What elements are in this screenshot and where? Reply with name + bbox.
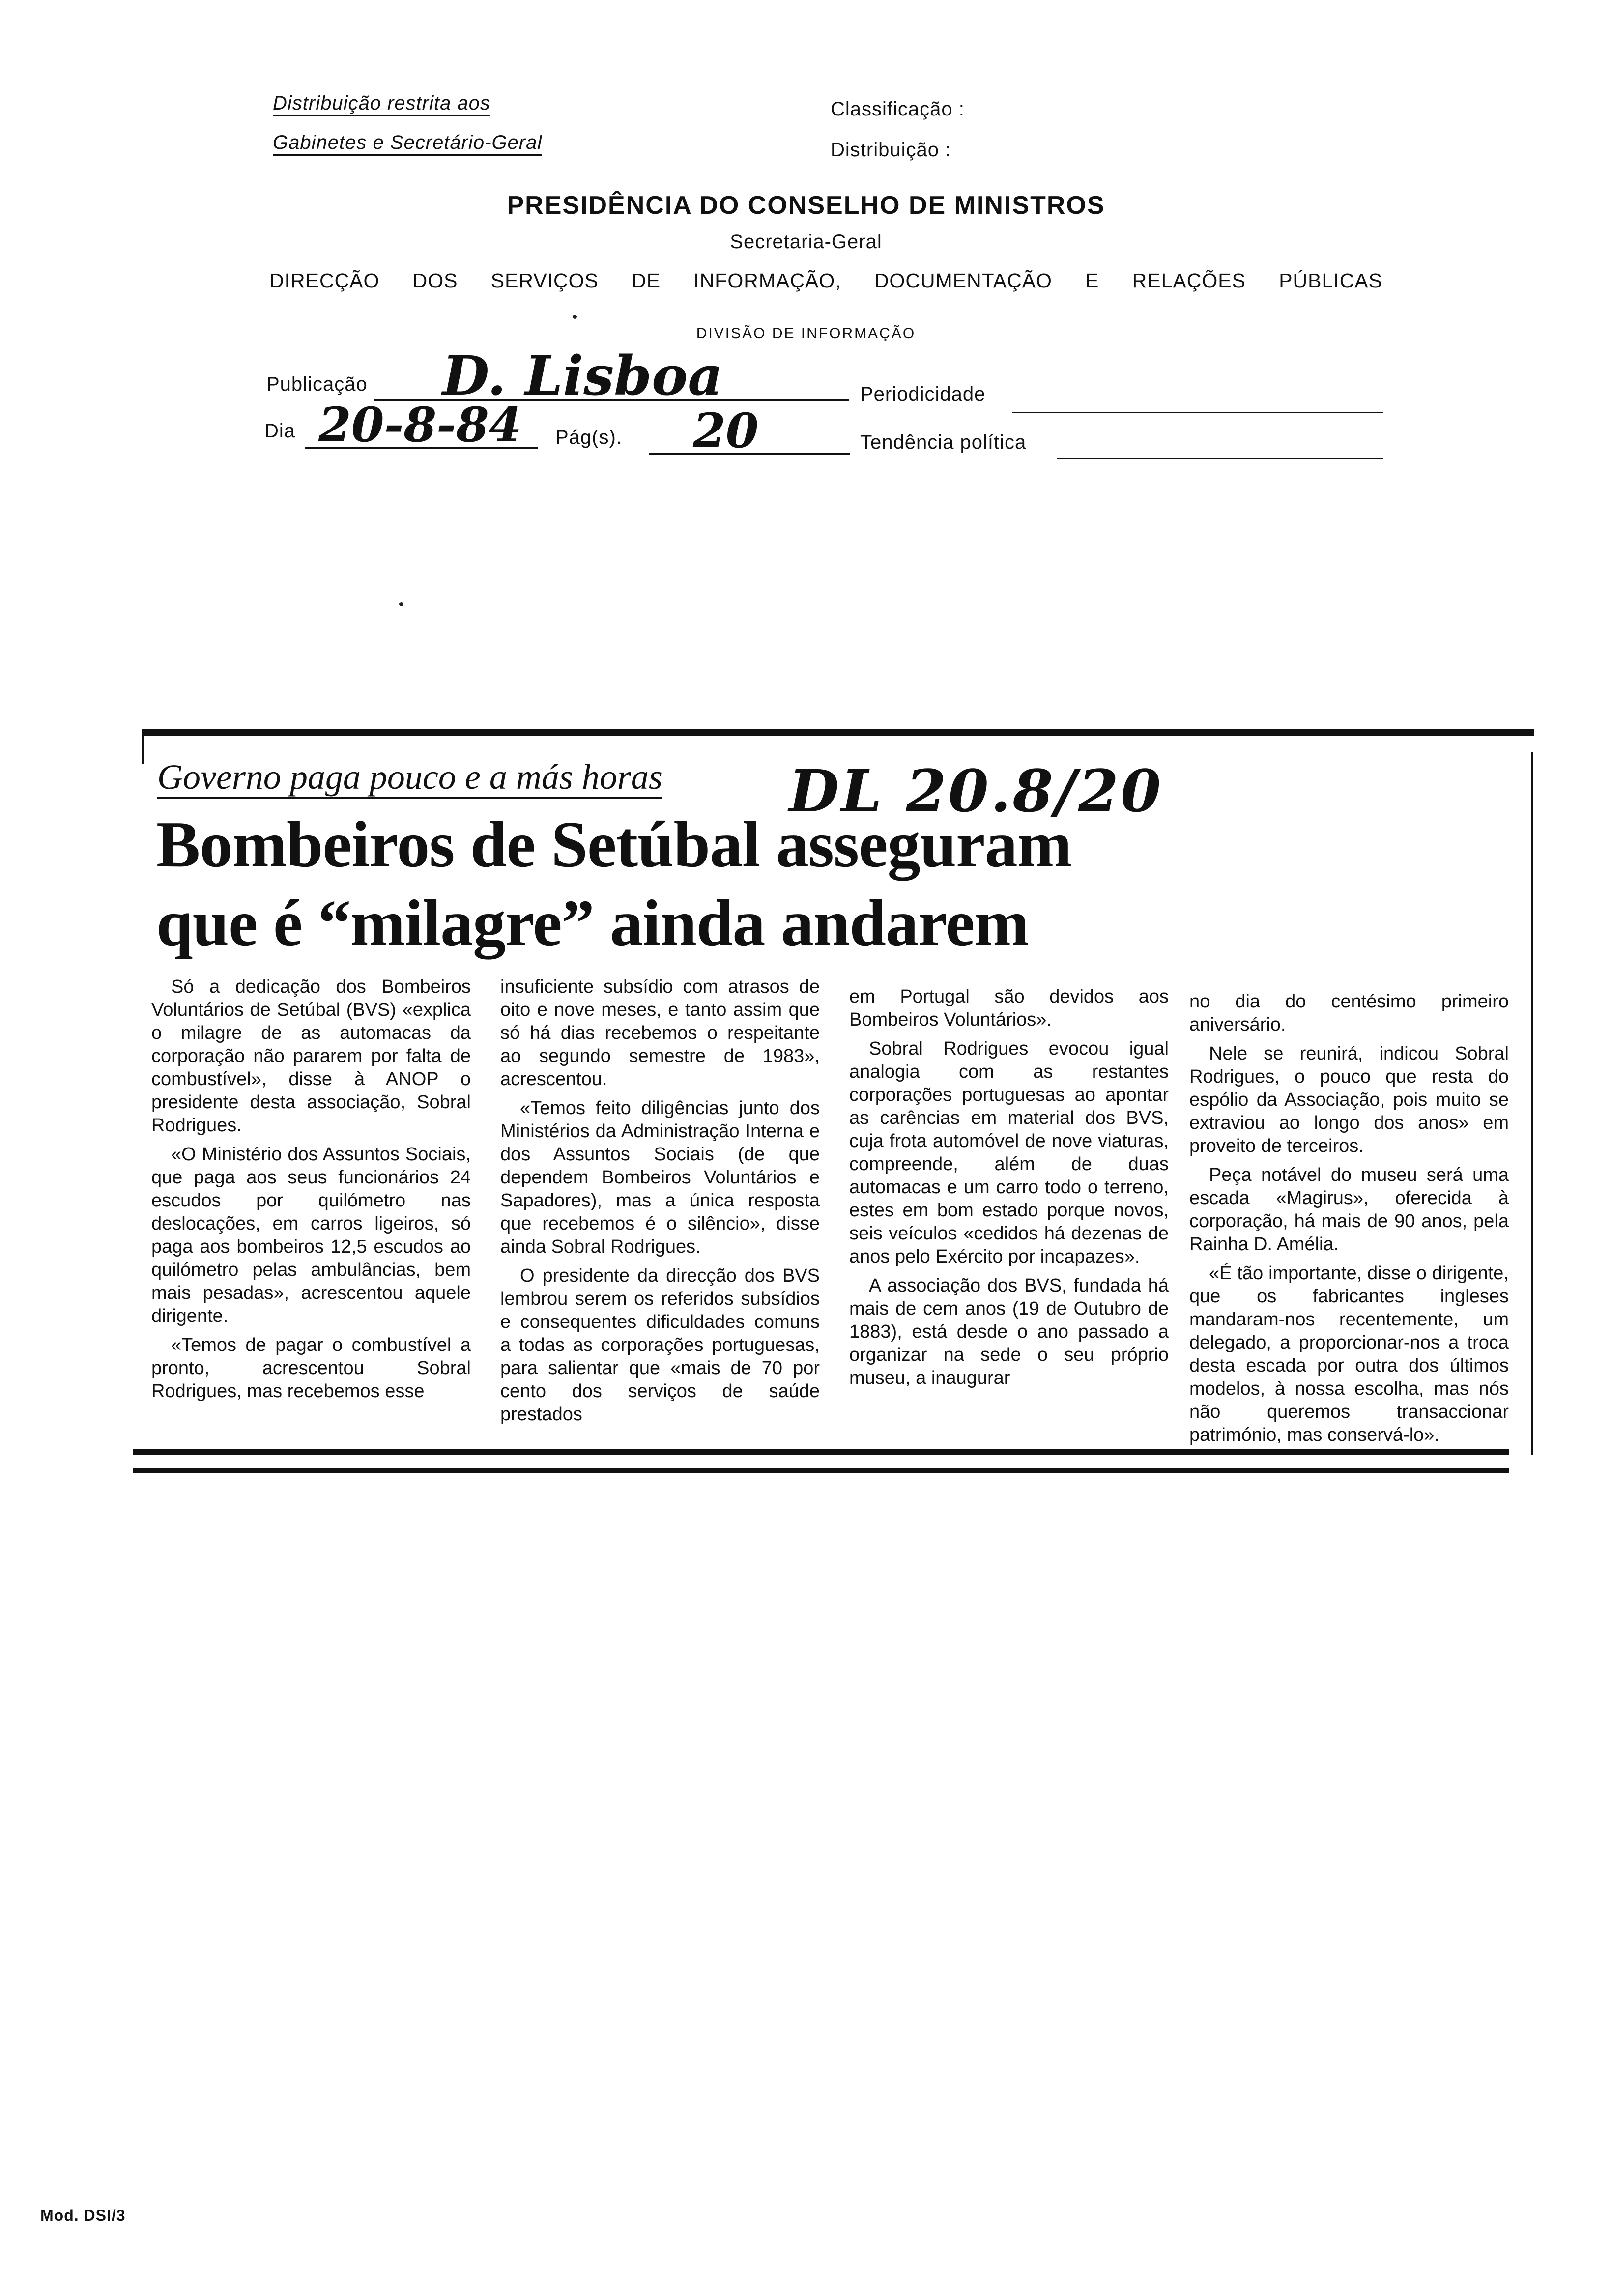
distribution-line-2: Gabinetes e Secretário-Geral (273, 132, 542, 154)
paragraph: insuficiente subsídio com atrasos de oito e nove meses, e tanto assim que só há dias recebemos o respeitante ao segundo semestre de 1983», acrescentou. (500, 976, 820, 1090)
paragraph: em Portugal são devidos aos Bombeiros Voluntários». (849, 986, 1169, 1030)
article-column-2 (500, 976, 820, 1432)
pags-value: 20 (693, 403, 759, 459)
paragraph: «O Ministério dos Assuntos Sociais, que paga aos seus funcionários 24 escudos por quilómetro nas deslocações, em carros ligeiros, só paga aos bombeiros 12,5 escudos ao quilómetro pelas ambulâncias, bem mais pesadas», acrescentou aquele dirigente. (151, 1144, 471, 1326)
clipping-bottom-rule-2 (133, 1468, 1509, 1473)
paragraph: no dia do centésimo primeiro aniversário. (1189, 991, 1509, 1035)
directorate-title: DIRECÇÃO DOS SERVIÇOS DE INFORMAÇÃO, DOCUMENTAÇÃO E RELAÇÕES PÚBLICAS (269, 269, 1382, 292)
clipping-top-rule (143, 729, 1534, 736)
publicacao-value: D. Lisboa (442, 344, 723, 407)
distribution-line-1: Distribuição restrita aos (273, 92, 490, 115)
headline-line-1: Bombeiros de Setúbal asseguram (156, 808, 1072, 881)
form-code: Mod. DSI/3 (40, 2207, 126, 2224)
distribuicao-label: Distribuição : (831, 139, 951, 161)
paragraph: O presidente da direcção dos BVS lembrou serem os referidos subsídios e consequentes dificuldades comuns a todas as corporações portuguesas, para salientar que «mais de 70 por cento dos serviços de saúde prestados (500, 1265, 820, 1425)
pags-label: Pág(s). (555, 427, 622, 448)
dia-label: Dia (264, 420, 296, 442)
tendencia-label: Tendência política (860, 431, 1027, 453)
speck (573, 315, 577, 319)
article-column-1 (151, 976, 471, 1409)
clipping-left-edge (142, 729, 144, 764)
article-kicker: Governo paga pouco e a más horas (157, 757, 662, 798)
handwritten-reference: DL 20.8/20 (789, 757, 1163, 825)
paragraph: Sobral Rodrigues evocou igual analogia com as restantes corporações portuguesas ao apontar as carências em material dos BVS, cuja frota automóvel de nove viaturas, compreende, além de duas automacas e um carro todo o terreno, estes em bom estado porque novos, seis veículos «cedidos há dezenas de anos pelo Exército por incapazes». (849, 1038, 1169, 1267)
paragraph: «Temos de pagar o combustível a pronto, acrescentou Sobral Rodrigues, mas recebemos esse (151, 1335, 471, 1402)
paragraph: Nele se reunirá, indicou Sobral Rodrigues, o pouco que resta do espólio da Associação, pois muito se extraviou ao longo dos anos» em proveito de terceiros. (1189, 1043, 1509, 1156)
article-column-4 (1189, 990, 1509, 1453)
speck (399, 602, 403, 606)
article-column-3 (849, 985, 1169, 1396)
paragraph: A associação dos BVS, fundada há mais de cem anos (19 de Outubro de 1883), está desde o ano passado a organizar na sede o seu próprio museu, a inaugurar (849, 1275, 1169, 1388)
org-title: PRESIDÊNCIA DO CONSELHO DE MINISTROS (507, 191, 1105, 220)
dia-value: 20-8-84 (318, 397, 522, 453)
paragraph: Peça notável do museu será uma escada «Magirus», oferecida à corporação, há mais de 90 anos, pela Rainha D. Amélia. (1189, 1165, 1509, 1255)
periodicidade-label: Periodicidade (860, 383, 986, 405)
paragraph: Só a dedicação dos Bombeiros Voluntários de Setúbal (BVS) «explica o milagre de as automacas da corporação não pararem por falta de combustível», disse à ANOP o presidente desta associação, Sobral Rodrigues. (151, 976, 471, 1136)
division-title: DIVISÃO DE INFORMAÇÃO (696, 325, 916, 342)
org-subtitle: Secretaria-Geral (730, 231, 882, 253)
headline-line-2: que é “milagre” ainda andarem (156, 887, 1029, 959)
publicacao-label: Publicação (266, 373, 368, 395)
tendencia-underline (1057, 458, 1383, 459)
paragraph: «Temos feito diligências junto dos Ministérios da Administração Interna e dos Assuntos Sociais (de que dependem Bombeiros Voluntários e Sapadores), mas a única resposta que recebemos é o silêncio», disse ainda Sobral Rodrigues. (500, 1098, 820, 1257)
clipping-bottom-rule (133, 1449, 1509, 1455)
clipping-right-edge (1531, 752, 1533, 1455)
paragraph: «É tão importante, disse o dirigente, que os fabricantes ingleses mandaram-nos recentemente, um delegado, a proporcionar-nos a troca desta escada por outra dos últimos modelos, à nossa escolha, mas nós não queremos transaccionar património, mas conservá-lo». (1189, 1263, 1509, 1445)
periodicidade-underline (1012, 412, 1383, 413)
classificacao-label: Classificação : (831, 98, 965, 120)
